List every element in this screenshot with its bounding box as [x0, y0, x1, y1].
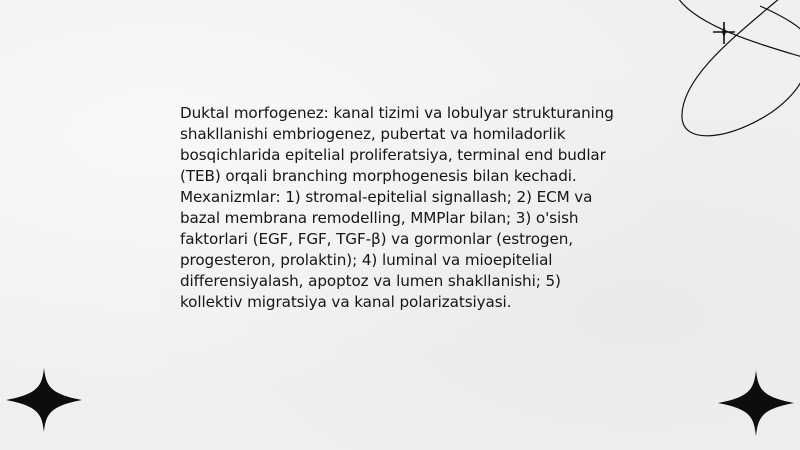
four-point-star-icon: [6, 368, 82, 432]
body-paragraph: Duktal morfogenez: kanal tizimi va lobulyar strukturaning shakllanishi embriogenez, pubertat va homiladorlik bosqichlarida epitelial proliferatsiya, terminal end budlar (TEB) orqali branching morphogenesis bilan kechadi. Mexanizmlar: 1) stromal-epitelial signallash; 2) ECM va bazal membrana remodelling, MMPlar bilan; 3) o'sish faktorlari (EGF, FGF, TGF-β) va gormonlar (estrogen, progesteron, prolaktin); 4) luminal va mioepitelial differensiyalash, apoptoz va lumen shakllanishi; 5) kollektiv migratsiya va kanal polarizatsiyasi.: [180, 104, 614, 311]
orbit-lines-icon: [660, 0, 800, 160]
four-point-star-icon: [718, 370, 794, 436]
